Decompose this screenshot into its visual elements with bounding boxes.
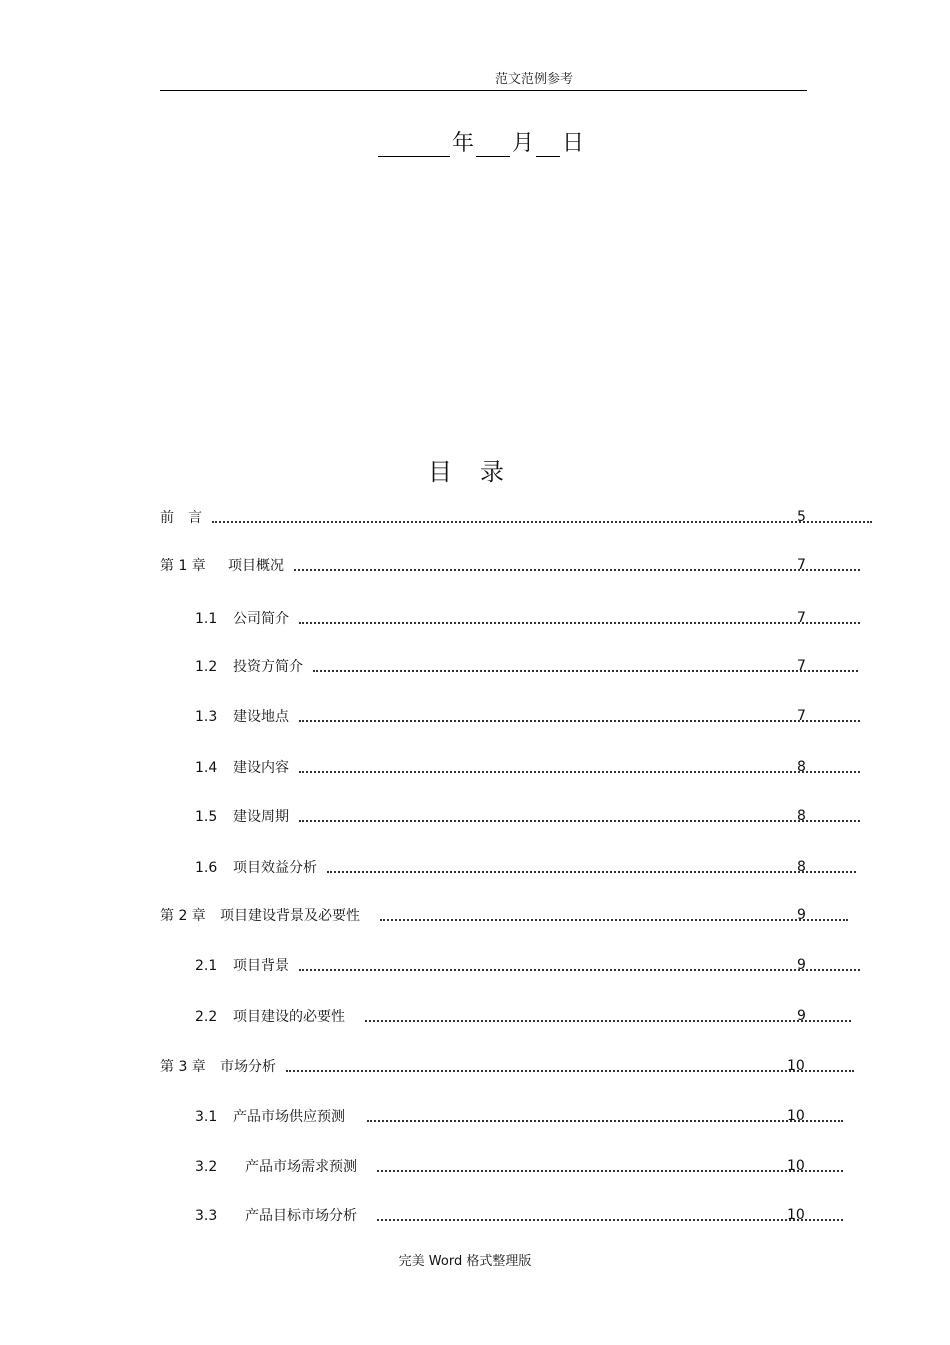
toc-entry-label: 2.2 项目建设的必要性 (195, 1009, 345, 1025)
toc-entry-page: 9 (797, 1008, 806, 1024)
toc-entry[interactable] (160, 507, 872, 527)
toc-entry-number: 3.1 (195, 1109, 218, 1125)
toc-entry-label: 第 2 章 项目建设背景及必要性 (160, 905, 360, 925)
toc-entry-number: 1.3 (195, 709, 218, 725)
toc-entry-number: 3.2 (195, 1159, 218, 1175)
header-text: 范文范例参考 (494, 72, 573, 87)
toc-entry-page: 8 (797, 808, 806, 824)
toc-entry-number: 1.6 (195, 860, 218, 876)
toc-entry-number: 3.3 (195, 1208, 218, 1224)
toc-entry-number: 1.5 (195, 809, 218, 825)
toc-entry-page: 7 (797, 557, 806, 573)
toc-leader (299, 720, 860, 722)
toc-entry-number: 1.4 (195, 760, 218, 776)
toc-entry-label: 前 言 (160, 510, 202, 526)
toc-entry[interactable] (195, 608, 860, 628)
toc-entry-page: 9 (797, 907, 806, 923)
toc-entry-label: 1.3 建设地点 (195, 709, 289, 725)
toc-entry-page: 10 (787, 1158, 805, 1174)
toc-entry[interactable] (195, 1156, 843, 1176)
toc-leader (294, 569, 860, 571)
toc-leader (299, 622, 860, 624)
toc-entry-page: 10 (787, 1108, 805, 1124)
toc-leader (365, 1020, 851, 1022)
toc-title: 目录 (428, 458, 532, 486)
toc-entry-label: 2.1 项目背景 (195, 958, 289, 974)
year-label: 年 (452, 131, 475, 156)
toc-entry[interactable] (195, 955, 860, 975)
header-rule (160, 90, 807, 91)
toc-entry-label: 3.3 产品目标市场分析 (195, 1208, 357, 1224)
month-blank (476, 132, 510, 157)
toc-leader (299, 969, 860, 971)
toc-entry[interactable] (195, 1006, 851, 1026)
day-label: 日 (562, 131, 585, 156)
toc-leader (299, 820, 860, 822)
toc-entry[interactable] (195, 1106, 843, 1126)
toc-entry[interactable] (195, 706, 860, 726)
toc-entry-label: 3.2 产品市场需求预测 (195, 1159, 357, 1175)
toc-entry-label: 1.6 项目效益分析 (195, 860, 317, 876)
toc-entry[interactable] (195, 857, 856, 877)
toc-leader (212, 521, 872, 523)
toc-entry-page: 8 (797, 759, 806, 775)
toc-leader (367, 1120, 843, 1122)
toc-entry[interactable] (195, 806, 860, 826)
toc-entry-label: 1.5 建设周期 (195, 809, 289, 825)
toc-entry-number: 第 3 章 (160, 1059, 206, 1075)
toc-entry[interactable] (160, 555, 860, 575)
month-label: 月 (512, 131, 535, 156)
toc-entry-page: 10 (787, 1058, 805, 1074)
date-line (378, 126, 584, 157)
toc-entry-label: 第 1 章 项目概况 (160, 555, 284, 575)
toc-entry-label: 1.2 投资方简介 (195, 659, 303, 675)
toc-entry-number: 2.1 (195, 958, 218, 974)
toc-entry-page: 8 (797, 859, 806, 875)
day-blank (536, 132, 560, 157)
toc-entry-number: 1.2 (195, 659, 218, 675)
toc-entry-page: 10 (787, 1207, 805, 1223)
toc-leader (377, 1219, 843, 1221)
toc-entry-number: 2.2 (195, 1009, 218, 1025)
toc-entry-page: 7 (797, 658, 806, 674)
toc-entry-page: 9 (797, 957, 806, 973)
toc-entry-number: 第 2 章 (160, 908, 206, 924)
toc-entry-number: 第 1 章 (160, 558, 206, 574)
toc-leader (299, 771, 860, 773)
toc-entry[interactable] (195, 1205, 843, 1225)
toc-leader (313, 670, 858, 672)
toc-leader (377, 1170, 843, 1172)
toc-entry[interactable] (195, 656, 858, 676)
footer-text: 完美 Word 格式整理版 (398, 1254, 532, 1269)
toc-entry[interactable] (160, 1056, 854, 1076)
toc-entry[interactable] (160, 905, 848, 925)
toc-entry[interactable] (195, 757, 860, 777)
toc-entry-number: 1.1 (195, 611, 218, 627)
toc-entry-page: 7 (797, 610, 806, 626)
toc-entry-label: 1.1 公司简介 (195, 611, 289, 627)
toc-leader (380, 919, 848, 921)
toc-leader (286, 1070, 854, 1072)
toc-entry-label: 3.1 产品市场供应预测 (195, 1109, 345, 1125)
toc-entry-label: 1.4 建设内容 (195, 760, 289, 776)
toc-entry-label: 第 3 章 市场分析 (160, 1056, 276, 1076)
toc-entry-page: 7 (797, 708, 806, 724)
toc-leader (327, 871, 856, 873)
year-blank (378, 132, 450, 157)
toc-entry-page: 5 (797, 509, 806, 525)
